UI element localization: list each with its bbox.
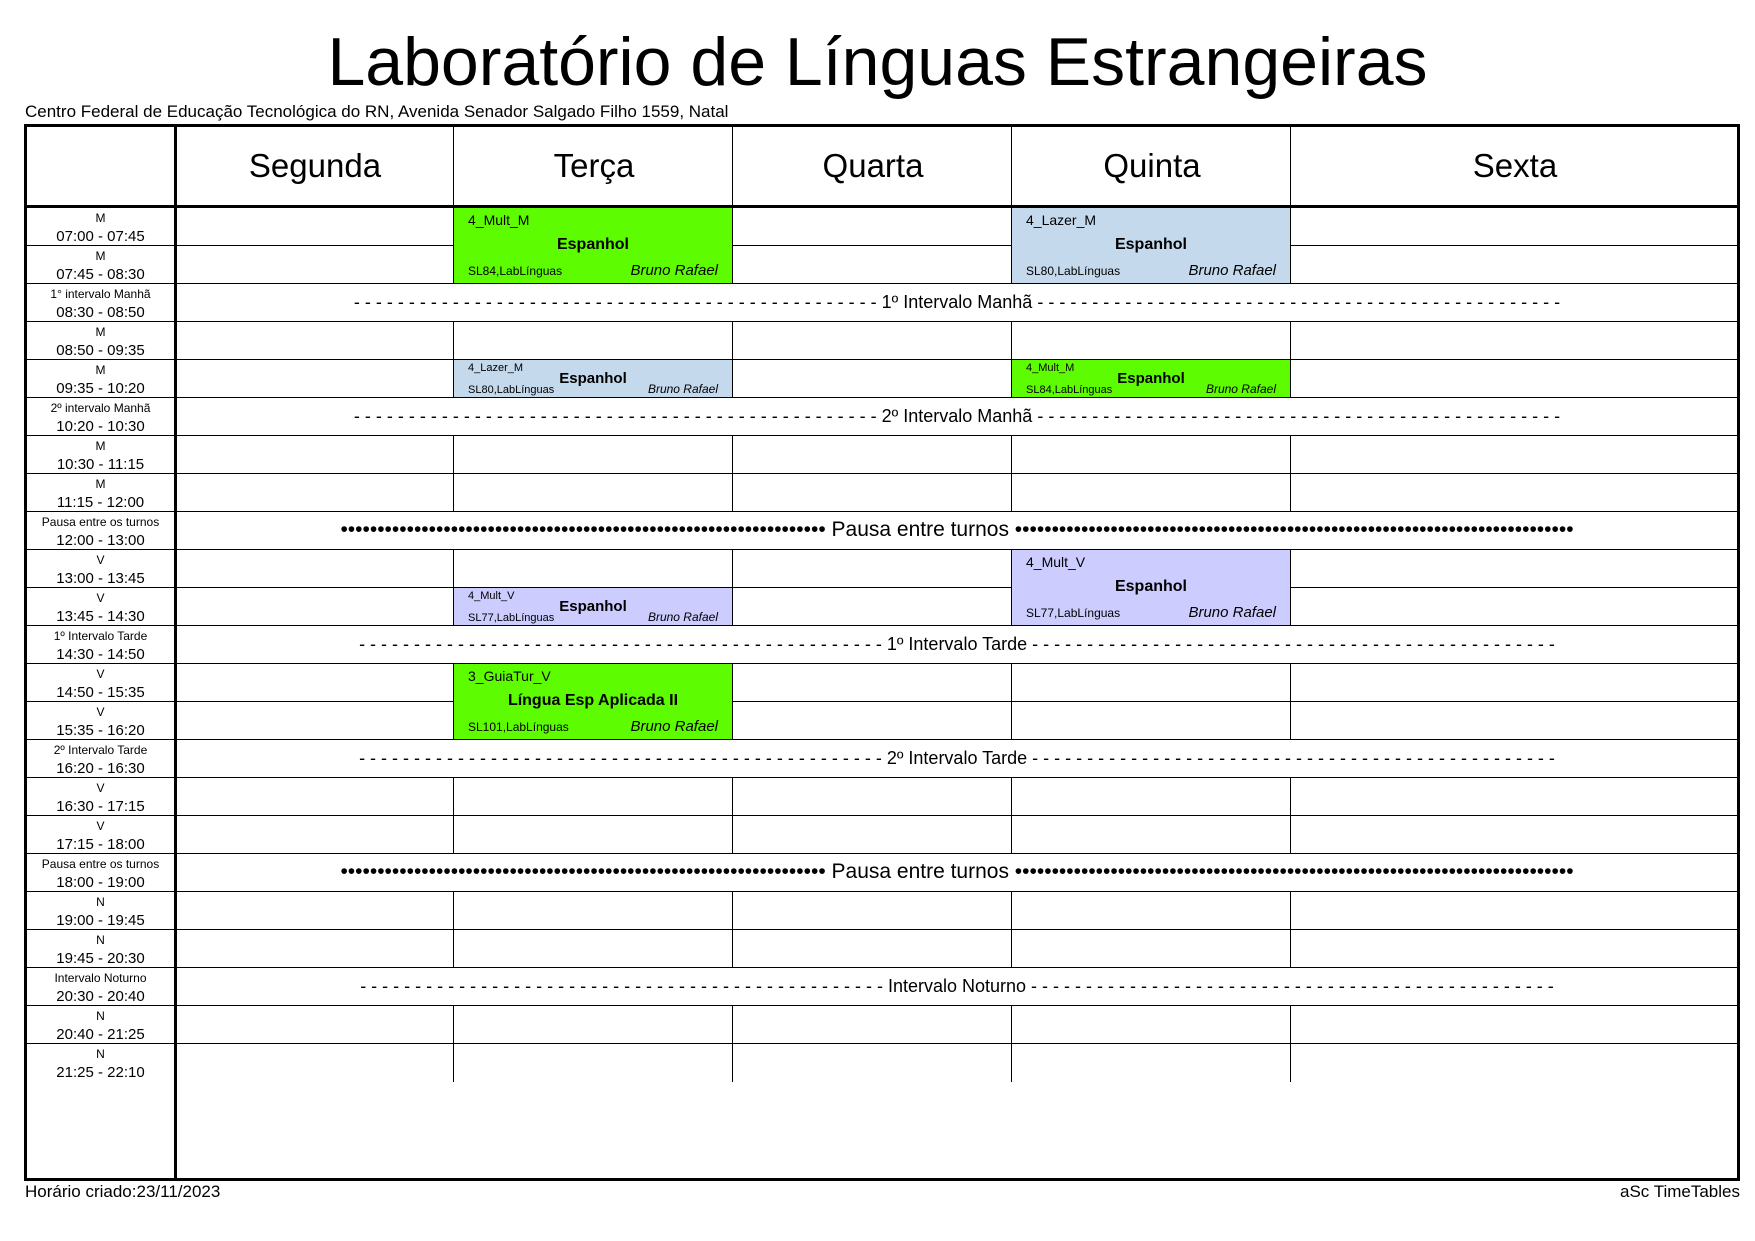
- period-time-cell: [27, 1006, 174, 1044]
- break-filler: - - - - - - - - - - - - - - - - - - - - - - - - - - - - - - - - - - - - - - - - - - - - - - - -: [353, 292, 882, 312]
- period-time: 07:00 - 07:45: [56, 228, 145, 245]
- period-time-cell: [27, 968, 174, 1006]
- period-label: V: [96, 667, 105, 681]
- row-divider: [27, 587, 1737, 588]
- lesson-card[interactable]: [454, 588, 732, 625]
- day-column-divider: [1290, 208, 1291, 246]
- period-time: 10:20 - 10:30: [56, 418, 145, 435]
- lesson-class: 4_Lazer_M: [1026, 212, 1097, 228]
- period-time-cell: [27, 436, 174, 474]
- day-column-divider: [732, 208, 733, 246]
- period-label: Intervalo Noturno: [54, 971, 147, 985]
- day-column-divider: [732, 550, 733, 588]
- period-time: 13:00 - 13:45: [56, 570, 145, 587]
- break-row: [177, 968, 1737, 1006]
- day-column-divider: [732, 474, 733, 512]
- break-row: [177, 512, 1737, 550]
- period-label: 1° intervalo Manhã: [50, 287, 151, 301]
- day-column-divider: [1011, 778, 1012, 816]
- day-column-divider: [1290, 664, 1291, 702]
- period-time-cell: [27, 854, 174, 892]
- period-label: N: [96, 895, 105, 909]
- lesson-teacher: Bruno Rafael: [647, 382, 718, 396]
- day-header: Sexta: [1472, 147, 1558, 184]
- day-column-divider: [1011, 127, 1012, 205]
- day-column-divider: [1290, 778, 1291, 816]
- day-column-divider: [732, 588, 733, 626]
- lesson-room: SL84,LabLínguas: [468, 264, 563, 278]
- lesson-room: SL84,LabLínguas: [1026, 384, 1113, 396]
- lesson-subject: Espanhol: [1117, 370, 1185, 387]
- day-column-divider: [1011, 1044, 1012, 1082]
- period-label: M: [95, 477, 106, 491]
- break-filler: - - - - - - - - - - - - - - - - - - - - - - - - - - - - - - - - - - - - - - - - - - - - - - - -: [1032, 292, 1561, 312]
- period-time-cell: [27, 588, 174, 626]
- day-column-divider: [732, 664, 733, 702]
- period-time: 07:45 - 08:30: [56, 266, 145, 283]
- day-column-divider: [732, 127, 733, 205]
- period-time-cell: [27, 360, 174, 398]
- day-column-divider: [1290, 588, 1291, 626]
- period-time-cell: [27, 284, 174, 322]
- day-column-divider: [1290, 474, 1291, 512]
- break-row: [177, 854, 1737, 892]
- day-column-divider: [453, 436, 454, 474]
- break-filler: ••••••••••••••••••••••••••••••••••••••••••••••••••••••••••••••••••: [340, 518, 832, 541]
- day-column-divider: [453, 778, 454, 816]
- day-column-divider: [453, 127, 454, 205]
- day-column-divider: [732, 892, 733, 930]
- period-label: V: [96, 591, 105, 605]
- day-column-divider: [1011, 664, 1012, 702]
- period-time-cell: [27, 512, 174, 550]
- period-time-cell: [27, 398, 174, 436]
- period-time: 12:00 - 13:00: [56, 532, 145, 549]
- lesson-card[interactable]: [1012, 360, 1290, 397]
- day-column-divider: [732, 778, 733, 816]
- period-label: 2º intervalo Manhã: [50, 401, 151, 415]
- day-column-divider: [732, 816, 733, 854]
- day-column-divider: [732, 1006, 733, 1044]
- lesson-subject: Espanhol: [1114, 236, 1187, 253]
- period-time: 09:35 - 10:20: [56, 380, 145, 397]
- period-time-cell: [27, 550, 174, 588]
- period-time-cell: [27, 474, 174, 512]
- lesson-room: SL101,LabLínguas: [468, 720, 569, 734]
- period-label: Pausa entre os turnos: [41, 857, 160, 871]
- period-time: 15:35 - 16:20: [56, 722, 145, 739]
- day-header: Quarta: [822, 147, 924, 184]
- break-row: [177, 284, 1737, 322]
- day-column-divider: [732, 246, 733, 284]
- page-title: Laboratório de Línguas Estrangeiras: [327, 24, 1428, 100]
- lesson-teacher: Bruno Rafael: [1188, 262, 1276, 279]
- period-label: N: [96, 933, 105, 947]
- day-column-divider: [453, 1044, 454, 1082]
- day-header: Segunda: [248, 147, 382, 184]
- lesson-card[interactable]: [454, 208, 732, 283]
- day-column-divider: [1290, 702, 1291, 740]
- break-filler: - - - - - - - - - - - - - - - - - - - - - - - - - - - - - - - - - - - - - - - - - - - - - - - -: [1027, 748, 1555, 768]
- lesson-class: 4_Mult_M: [1026, 362, 1075, 374]
- break-filler: ••••••••••••••••••••••••••••••••••••••••••••••••••••••••••••••••••: [340, 860, 832, 883]
- day-column-divider: [1290, 246, 1291, 284]
- day-column-divider: [453, 550, 454, 588]
- day-column-divider: [1290, 436, 1291, 474]
- day-column-divider: [453, 1006, 454, 1044]
- period-label: M: [95, 325, 106, 339]
- period-time: 21:25 - 22:10: [56, 1064, 145, 1081]
- row-divider: [27, 1043, 1737, 1044]
- period-time: 18:00 - 19:00: [56, 874, 145, 891]
- day-column-divider: [732, 360, 733, 398]
- lesson-subject: Espanhol: [1114, 578, 1187, 595]
- break-label: 1º Intervalo Tarde: [886, 634, 1028, 654]
- timetable-grid: [24, 124, 1740, 1181]
- footer-created-date: Horário criado:23/11/2023: [25, 1182, 221, 1201]
- day-column-divider: [1290, 550, 1291, 588]
- period-label: V: [96, 553, 105, 567]
- break-row: [177, 626, 1737, 664]
- lesson-card[interactable]: [1012, 550, 1290, 625]
- page-subtitle: Centro Federal de Educação Tecnológica do RN, Avenida Senador Salgado Filho 1559, Natal: [25, 102, 729, 121]
- period-time: 14:30 - 14:50: [56, 646, 145, 663]
- lesson-teacher: Bruno Rafael: [1188, 604, 1276, 621]
- day-column-divider: [732, 702, 733, 740]
- lesson-card[interactable]: [454, 664, 732, 739]
- period-time: 08:50 - 09:35: [56, 342, 145, 359]
- break-filler: - - - - - - - - - - - - - - - - - - - - - - - - - - - - - - - - - - - - - - - - - - - - - - - -: [353, 406, 882, 426]
- break-row: [177, 740, 1737, 778]
- period-time: 11:15 - 12:00: [56, 494, 145, 511]
- break-label: 2º Intervalo Manhã: [881, 406, 1033, 426]
- period-time: 17:15 - 18:00: [56, 836, 145, 853]
- period-label: M: [95, 249, 106, 263]
- lesson-class: 4_Mult_V: [1026, 554, 1086, 570]
- lesson-subject: Espanhol: [559, 598, 627, 615]
- footer-generator: aSc TimeTables: [1620, 1182, 1740, 1201]
- lesson-subject: Espanhol: [556, 236, 629, 253]
- row-divider: [27, 473, 1737, 474]
- day-column-divider: [1011, 816, 1012, 854]
- period-label: N: [96, 1047, 105, 1061]
- period-label: V: [96, 705, 105, 719]
- row-divider: [27, 245, 1737, 246]
- day-header: Terça: [553, 147, 635, 184]
- period-time: 08:30 - 08:50: [56, 304, 145, 321]
- break-filler: - - - - - - - - - - - - - - - - - - - - - - - - - - - - - - - - - - - - - - - - - - - - - - - -: [1026, 976, 1554, 996]
- period-time-cell: [27, 778, 174, 816]
- day-column-divider: [1011, 474, 1012, 512]
- period-time: 19:45 - 20:30: [56, 950, 145, 967]
- day-column-divider: [1290, 892, 1291, 930]
- lesson-card[interactable]: [454, 360, 732, 397]
- day-column-divider: [732, 322, 733, 360]
- header-divider: [27, 205, 1737, 208]
- break-filler: - - - - - - - - - - - - - - - - - - - - - - - - - - - - - - - - - - - - - - - - - - - - - - - -: [1027, 634, 1555, 654]
- period-time-cell: [27, 702, 174, 740]
- lesson-room: SL80,LabLínguas: [468, 384, 555, 396]
- period-time: 16:30 - 17:15: [56, 798, 145, 815]
- lesson-room: SL77,LabLínguas: [468, 612, 555, 624]
- period-label: V: [96, 781, 105, 795]
- period-time: 19:00 - 19:45: [56, 912, 145, 929]
- row-divider: [27, 701, 1737, 702]
- break-filler: - - - - - - - - - - - - - - - - - - - - - - - - - - - - - - - - - - - - - - - - - - - - - - - -: [359, 634, 887, 654]
- period-time-cell: [27, 208, 174, 246]
- day-column-divider: [1011, 892, 1012, 930]
- row-divider: [27, 815, 1737, 816]
- day-column-divider: [1011, 702, 1012, 740]
- period-label: M: [95, 439, 106, 453]
- period-time: 16:20 - 16:30: [56, 760, 145, 777]
- day-column-divider: [732, 1044, 733, 1082]
- day-column-divider: [732, 930, 733, 968]
- period-label: 1º Intervalo Tarde: [53, 629, 148, 643]
- day-column-divider: [1290, 322, 1291, 360]
- lesson-subject: Espanhol: [559, 370, 627, 387]
- period-time-cell: [27, 246, 174, 284]
- break-filler: - - - - - - - - - - - - - - - - - - - - - - - - - - - - - - - - - - - - - - - - - - - - - - - -: [1032, 406, 1561, 426]
- day-header: Quinta: [1103, 147, 1201, 184]
- break-label: 2º Intervalo Tarde: [886, 748, 1028, 768]
- lesson-class: 3_GuiaTur_V: [468, 668, 551, 684]
- day-column-divider: [1290, 930, 1291, 968]
- period-label: M: [95, 211, 106, 225]
- break-filler: ••••••••••••••••••••••••••••••••••••••••••••••••••••••••••••••••••••••••••••: [1008, 518, 1574, 541]
- day-column-divider: [453, 816, 454, 854]
- period-label: Pausa entre os turnos: [41, 515, 160, 529]
- period-time: 10:30 - 11:15: [56, 456, 145, 473]
- period-time: 20:30 - 20:40: [56, 988, 145, 1005]
- break-filler: - - - - - - - - - - - - - - - - - - - - - - - - - - - - - - - - - - - - - - - - - - - - - - - -: [359, 748, 887, 768]
- day-column-divider: [1290, 127, 1291, 205]
- period-time-cell: [27, 816, 174, 854]
- lesson-teacher: Bruno Rafael: [630, 718, 718, 735]
- day-column-divider: [453, 930, 454, 968]
- day-column-divider: [1011, 322, 1012, 360]
- period-label: 2º Intervalo Tarde: [53, 743, 148, 757]
- period-time-cell: [27, 664, 174, 702]
- break-label: Pausa entre turnos: [831, 860, 1009, 883]
- period-time: 20:40 - 21:25: [56, 1026, 145, 1043]
- period-time-cell: [27, 626, 174, 664]
- period-time-cell: [27, 930, 174, 968]
- day-column-divider: [732, 436, 733, 474]
- break-filler: ••••••••••••••••••••••••••••••••••••••••••••••••••••••••••••••••••••••••••••: [1008, 860, 1574, 883]
- lesson-room: SL77,LabLínguas: [1026, 606, 1121, 620]
- lesson-card[interactable]: [1012, 208, 1290, 283]
- lesson-class: 4_Mult_V: [468, 590, 515, 602]
- lesson-room: SL80,LabLínguas: [1026, 264, 1121, 278]
- break-label: Pausa entre turnos: [831, 518, 1009, 541]
- period-time: 14:50 - 15:35: [56, 684, 145, 701]
- day-column-divider: [1290, 1006, 1291, 1044]
- period-time-cell: [27, 740, 174, 778]
- lesson-subject: Língua Esp Aplicada II: [507, 692, 679, 709]
- row-divider: [27, 929, 1737, 930]
- lesson-class: 4_Lazer_M: [468, 362, 524, 374]
- break-label: Intervalo Noturno: [887, 976, 1027, 996]
- break-row: [177, 398, 1737, 436]
- break-filler: - - - - - - - - - - - - - - - - - - - - - - - - - - - - - - - - - - - - - - - - - - - - - - - -: [360, 976, 888, 996]
- period-time-cell: [27, 322, 174, 360]
- day-column-divider: [1290, 816, 1291, 854]
- day-column-divider: [1290, 360, 1291, 398]
- period-label: N: [96, 1009, 105, 1023]
- break-label: 1º Intervalo Manhã: [881, 292, 1033, 312]
- lesson-teacher: Bruno Rafael: [1205, 382, 1276, 396]
- row-divider: [27, 359, 1737, 360]
- lesson-teacher: Bruno Rafael: [630, 262, 718, 279]
- lesson-class: 4_Mult_M: [468, 212, 530, 228]
- day-column-divider: [453, 322, 454, 360]
- day-column-divider: [453, 892, 454, 930]
- lesson-teacher: Bruno Rafael: [647, 610, 718, 624]
- period-time-cell: [27, 1044, 174, 1082]
- period-label: V: [96, 819, 105, 833]
- period-time: 13:45 - 14:30: [56, 608, 145, 625]
- day-column-divider: [453, 474, 454, 512]
- day-column-divider: [1011, 436, 1012, 474]
- day-column-divider: [1290, 1044, 1291, 1082]
- period-label: M: [95, 363, 106, 377]
- period-time-cell: [27, 892, 174, 930]
- day-column-divider: [1011, 930, 1012, 968]
- day-column-divider: [1011, 1006, 1012, 1044]
